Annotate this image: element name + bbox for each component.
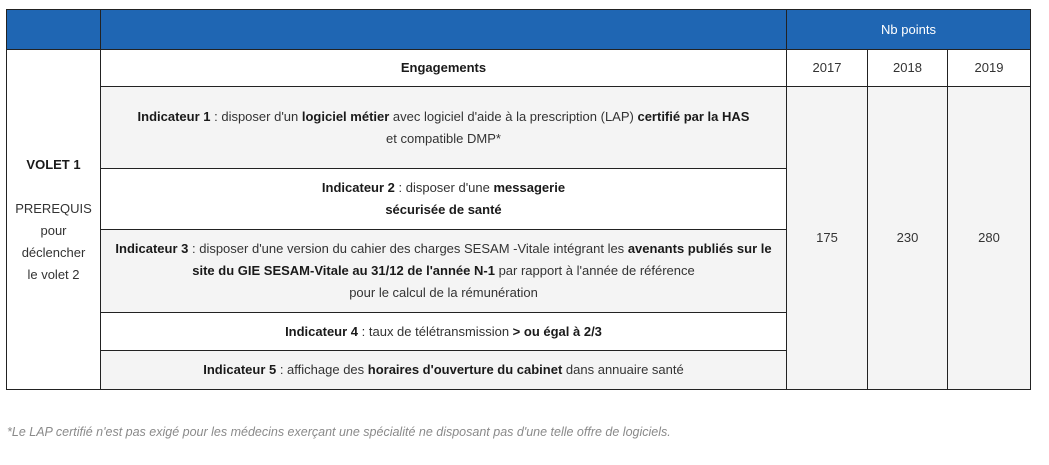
volet-subtitle-line: PREREQUIS <box>15 200 92 216</box>
indicator-label: Indicateur 5 <box>203 362 277 377</box>
points-table <box>6 9 1031 390</box>
header-empty-cell <box>7 10 101 50</box>
points-2019: 280 <box>948 87 1031 390</box>
nb-points-header: Nb points <box>787 10 1031 50</box>
indicator-4-cell: Indicateur 4 : taux de télétransmission > ou égal à 2/3 <box>101 313 787 351</box>
header-empty-cell <box>101 10 787 50</box>
points-2017: 175 <box>787 87 868 390</box>
indicator-label: Indicateur 4 <box>285 323 359 339</box>
volet-subtitle-line: le volet 2 <box>27 266 80 282</box>
indicator-5-cell: Indicateur 5 : affichage des horaires d'ouverture du cabinet dans annuaire santé <box>101 351 787 390</box>
engagements-header: Engagements <box>101 50 787 87</box>
footnote: *Le LAP certifié n'est pas exigé pour les médecins exerçant une spécialité ne disposant pas d'une telle offre de logiciels. <box>7 425 671 439</box>
indicator-label: Indicateur 3 <box>115 241 189 256</box>
volet-title: VOLET 1 <box>26 156 81 172</box>
indicator-row <box>7 87 1031 169</box>
indicator-3-cell: Indicateur 3 : disposer d'une version du cahier des charges SESAM -Vitale intégrant les avenants publiés sur le site du GIE SESAM-Vitale au 31/12 de l'année N-1 par rapport à l'année de référence pour le calcul de la rémunération <box>101 230 787 313</box>
points-2018: 230 <box>868 87 948 390</box>
volet-subtitle-line: pour <box>40 222 67 238</box>
indicator-label: Indicateur 1 <box>137 108 211 124</box>
header-row <box>7 10 1031 50</box>
indicator-1-cell: Indicateur 1 : disposer d'un logiciel métier avec logiciel d'aide à la prescription (LAP) certifié par la HAS et compatible DMP* <box>101 87 787 169</box>
volet-cell <box>7 50 101 390</box>
year-header: 2019 <box>948 50 1031 87</box>
volet-subtitle-line: déclencher <box>21 244 86 260</box>
indicator-2-cell: Indicateur 2 : disposer d'une messagerie sécurisée de santé <box>101 169 787 230</box>
indicator-label: Indicateur 2 <box>321 180 395 195</box>
year-header: 2018 <box>868 50 948 87</box>
year-header: 2017 <box>787 50 868 87</box>
subheader-row <box>7 50 1031 87</box>
